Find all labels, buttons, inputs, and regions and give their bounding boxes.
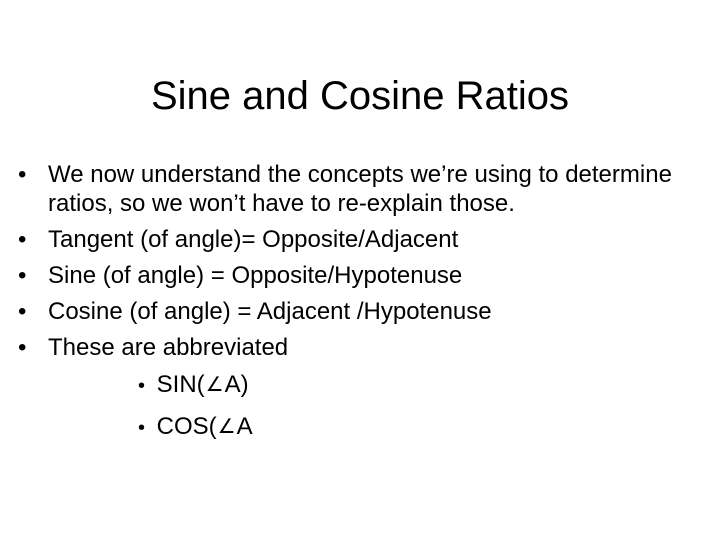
bullet-item [18, 333, 698, 443]
bullet-item [18, 160, 698, 218]
bullet-dot: • [18, 298, 27, 325]
sub-bullet-suffix: A) [224, 371, 249, 398]
sub-bullet-dot: • [138, 375, 146, 397]
bullet-item [18, 261, 698, 290]
sub-bullet-list [48, 370, 698, 443]
sub-bullet-dot: • [138, 417, 146, 439]
sub-bullet-prefix: COS( [156, 413, 217, 440]
bullet-text: We now understand the concepts we’re using to determine ratios, so we won’t have to re-explain those. [48, 161, 672, 217]
bullet-text: Sine (of angle) = Opposite/Hypotenuse [48, 262, 463, 289]
bullet-text: These are abbreviated [48, 334, 289, 361]
slide-title: Sine and Cosine Ratios [150, 74, 570, 118]
bullet-list [18, 160, 698, 454]
bullet-dot: • [18, 161, 27, 188]
angle-symbol-icon: ∠ [205, 374, 224, 396]
bullet-item [18, 225, 698, 254]
bullet-dot: • [18, 226, 27, 253]
bullet-text: Tangent (of angle)= Opposite/Adjacent [48, 226, 459, 253]
bullet-dot: • [18, 334, 27, 361]
bullet-dot: • [18, 262, 27, 289]
angle-symbol-icon: ∠ [217, 416, 236, 438]
sub-bullet-item [138, 370, 698, 401]
bullet-item [18, 297, 698, 326]
bullet-text: Cosine (of angle) = Adjacent /Hypotenuse [48, 298, 492, 325]
sub-bullet-prefix: SIN( [156, 371, 205, 398]
sub-bullet-item [138, 412, 698, 443]
sub-bullet-suffix: A [236, 413, 253, 440]
